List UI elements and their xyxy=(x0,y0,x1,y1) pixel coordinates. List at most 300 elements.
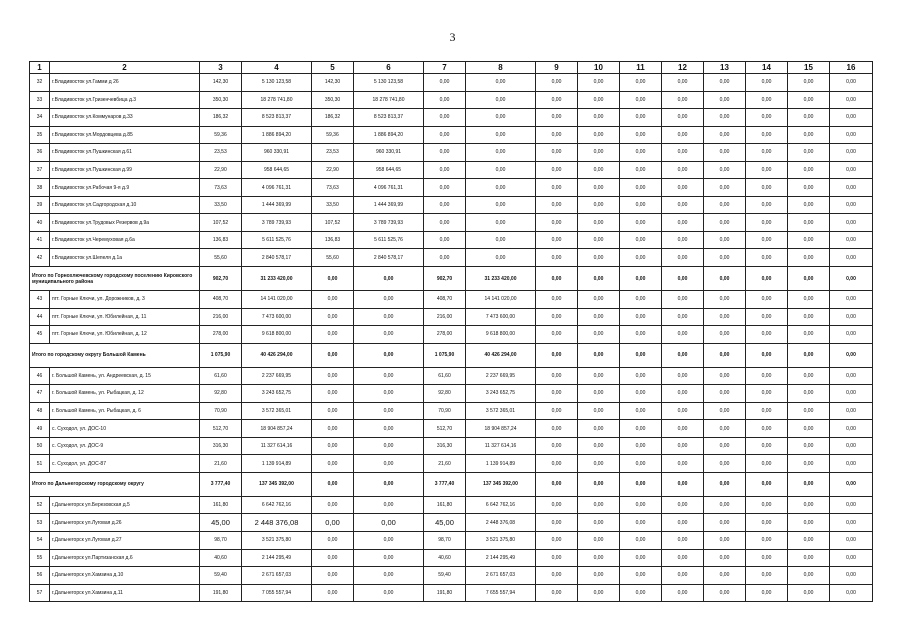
value-cell: 2 448 376,08 xyxy=(242,514,312,532)
value-cell: 3 243 652,75 xyxy=(242,385,312,403)
subtotal-cell: 3 777,40 xyxy=(200,472,242,496)
value-cell: 0,00 xyxy=(536,91,578,109)
value-cell: 0,00 xyxy=(662,420,704,438)
value-cell: 11 327 614,16 xyxy=(242,437,312,455)
subtotal-cell: 0,00 xyxy=(620,472,662,496)
table-row xyxy=(30,437,873,455)
value-cell: 55,60 xyxy=(200,249,242,267)
value-cell: 0,00 xyxy=(788,455,830,473)
value-cell: 0,00 xyxy=(788,584,830,602)
value-cell: 0,00 xyxy=(578,126,620,144)
value-cell: 0,00 xyxy=(578,385,620,403)
value-cell: 4 096 761,31 xyxy=(242,179,312,197)
value-cell: 0,00 xyxy=(466,249,536,267)
value-cell: 0,00 xyxy=(466,126,536,144)
table-row xyxy=(30,532,873,550)
address-cell: г.Владивосток ул.Трудовых Резервов д.9а xyxy=(50,214,200,232)
subtotal-cell: 0,00 xyxy=(704,472,746,496)
value-cell: 1 886 894,20 xyxy=(242,126,312,144)
value-cell: 0,00 xyxy=(746,420,788,438)
value-cell: 9 618 800,00 xyxy=(466,326,536,344)
value-cell: 0,00 xyxy=(536,532,578,550)
value-cell: 0,00 xyxy=(746,532,788,550)
value-cell: 0,00 xyxy=(704,532,746,550)
subtotal-cell: 0,00 xyxy=(354,343,424,367)
value-cell: 0,00 xyxy=(620,231,662,249)
value-cell: 0,00 xyxy=(788,514,830,532)
value-cell: 142,30 xyxy=(312,74,354,92)
value-cell: 0,00 xyxy=(662,402,704,420)
value-cell: 107,52 xyxy=(312,214,354,232)
table-row xyxy=(30,567,873,585)
column-header: 5 xyxy=(312,62,354,74)
value-cell: 0,00 xyxy=(704,179,746,197)
value-cell: 0,00 xyxy=(788,214,830,232)
value-cell: 23,53 xyxy=(200,144,242,162)
table-header-row xyxy=(30,62,873,74)
subtotal-cell: 0,00 xyxy=(536,267,578,291)
value-cell: 0,00 xyxy=(830,420,873,438)
value-cell: 0,00 xyxy=(830,567,873,585)
value-cell: 0,00 xyxy=(424,196,466,214)
value-cell: 0,00 xyxy=(578,367,620,385)
value-cell: 3 521 375,80 xyxy=(242,532,312,550)
value-cell: 0,00 xyxy=(578,437,620,455)
value-cell: 3 521 375,80 xyxy=(466,532,536,550)
value-cell: 0,00 xyxy=(788,567,830,585)
value-cell: 0,00 xyxy=(704,402,746,420)
value-cell: 0,00 xyxy=(788,249,830,267)
value-cell: 0,00 xyxy=(536,196,578,214)
value-cell: 0,00 xyxy=(620,126,662,144)
value-cell: 0,00 xyxy=(830,249,873,267)
value-cell: 0,00 xyxy=(662,126,704,144)
row-number: 38 xyxy=(30,179,50,197)
subtotal-cell: 137 345 392,00 xyxy=(466,472,536,496)
table-row xyxy=(30,367,873,385)
value-cell: 0,00 xyxy=(788,549,830,567)
value-cell: 0,00 xyxy=(620,549,662,567)
value-cell: 0,00 xyxy=(746,179,788,197)
value-cell: 1 886 894,20 xyxy=(354,126,424,144)
column-header: 16 xyxy=(830,62,873,74)
table-row xyxy=(30,179,873,197)
value-cell: 2 671 657,03 xyxy=(466,567,536,585)
value-cell: 0,00 xyxy=(312,437,354,455)
subtotal-row xyxy=(30,343,873,367)
value-cell: 0,00 xyxy=(704,291,746,309)
value-cell: 0,00 xyxy=(354,496,424,514)
value-cell: 0,00 xyxy=(788,420,830,438)
value-cell: 0,00 xyxy=(662,91,704,109)
value-cell: 0,00 xyxy=(578,402,620,420)
address-cell: г.Владивосток ул.Пушкинская д.61 xyxy=(50,144,200,162)
row-number: 35 xyxy=(30,126,50,144)
row-number: 39 xyxy=(30,196,50,214)
value-cell: 0,00 xyxy=(424,161,466,179)
value-cell: 0,00 xyxy=(788,231,830,249)
value-cell: 73,63 xyxy=(312,179,354,197)
subtotal-cell: 0,00 xyxy=(578,267,620,291)
value-cell: 33,50 xyxy=(200,196,242,214)
address-cell: г.Дальнегорск ул.Луговая д.27 xyxy=(50,532,200,550)
table-row xyxy=(30,144,873,162)
row-number: 51 xyxy=(30,455,50,473)
value-cell: 0,00 xyxy=(312,367,354,385)
value-cell: 5 611 525,76 xyxy=(354,231,424,249)
value-cell: 0,00 xyxy=(578,420,620,438)
value-cell: 3 789 739,93 xyxy=(354,214,424,232)
value-cell: 2 237 669,95 xyxy=(242,367,312,385)
subtotal-cell: 902,70 xyxy=(200,267,242,291)
value-cell: 0,00 xyxy=(788,326,830,344)
value-cell: 136,83 xyxy=(200,231,242,249)
row-number: 37 xyxy=(30,161,50,179)
subtotal-cell: 0,00 xyxy=(662,472,704,496)
value-cell: 0,00 xyxy=(578,231,620,249)
row-number: 55 xyxy=(30,549,50,567)
value-cell: 0,00 xyxy=(704,326,746,344)
value-cell: 0,00 xyxy=(620,291,662,309)
value-cell: 40,60 xyxy=(424,549,466,567)
value-cell: 0,00 xyxy=(746,385,788,403)
value-cell: 0,00 xyxy=(578,496,620,514)
value-cell: 0,00 xyxy=(704,214,746,232)
address-cell: г.Дальнегорск ул.Хамзина д.11 xyxy=(50,584,200,602)
value-cell: 2 448 376,08 xyxy=(466,514,536,532)
value-cell: 1 139 914,89 xyxy=(242,455,312,473)
data-table xyxy=(29,61,873,602)
value-cell: 0,00 xyxy=(620,179,662,197)
value-cell: 0,00 xyxy=(830,367,873,385)
value-cell: 18 904 857,24 xyxy=(466,420,536,438)
value-cell: 5 130 123,58 xyxy=(354,74,424,92)
subtotal-cell: 0,00 xyxy=(662,343,704,367)
value-cell: 0,00 xyxy=(788,109,830,127)
value-cell: 0,00 xyxy=(788,161,830,179)
value-cell: 0,00 xyxy=(704,249,746,267)
value-cell: 0,00 xyxy=(354,385,424,403)
value-cell: 70,90 xyxy=(200,402,242,420)
value-cell: 0,00 xyxy=(830,584,873,602)
value-cell: 0,00 xyxy=(662,567,704,585)
subtotal-cell: 0,00 xyxy=(788,267,830,291)
value-cell: 0,00 xyxy=(620,144,662,162)
address-cell: г.Владивосток ул.Пушкинская д.99 xyxy=(50,161,200,179)
table-row xyxy=(30,109,873,127)
value-cell: 0,00 xyxy=(536,144,578,162)
value-cell: 0,00 xyxy=(788,74,830,92)
value-cell: 0,00 xyxy=(354,567,424,585)
value-cell: 0,00 xyxy=(620,437,662,455)
value-cell: 2 144 295,49 xyxy=(466,549,536,567)
subtotal-cell: 40 426 294,00 xyxy=(242,343,312,367)
row-number: 43 xyxy=(30,291,50,309)
value-cell: 0,00 xyxy=(830,308,873,326)
value-cell: 0,00 xyxy=(662,214,704,232)
value-cell: 0,00 xyxy=(620,420,662,438)
value-cell: 0,00 xyxy=(830,532,873,550)
value-cell: 0,00 xyxy=(746,514,788,532)
column-header: 7 xyxy=(424,62,466,74)
value-cell: 0,00 xyxy=(312,385,354,403)
value-cell: 9 618 800,00 xyxy=(242,326,312,344)
value-cell: 40,60 xyxy=(200,549,242,567)
value-cell: 61,60 xyxy=(200,367,242,385)
value-cell: 0,00 xyxy=(830,291,873,309)
page-number: 3 xyxy=(449,30,456,44)
value-cell: 21,60 xyxy=(424,455,466,473)
table-row xyxy=(30,326,873,344)
row-number: 57 xyxy=(30,584,50,602)
table-row xyxy=(30,291,873,309)
table-row xyxy=(30,74,873,92)
value-cell: 0,00 xyxy=(424,74,466,92)
value-cell: 22,90 xyxy=(312,161,354,179)
value-cell: 0,00 xyxy=(662,437,704,455)
row-number: 49 xyxy=(30,420,50,438)
value-cell: 0,00 xyxy=(536,214,578,232)
value-cell: 0,00 xyxy=(620,514,662,532)
value-cell: 0,00 xyxy=(746,455,788,473)
value-cell: 0,00 xyxy=(578,584,620,602)
value-cell: 0,00 xyxy=(830,549,873,567)
address-cell: г. Большой Камень, ул. Рыбацкая, д. 6 xyxy=(50,402,200,420)
value-cell: 0,00 xyxy=(536,291,578,309)
value-cell: 278,00 xyxy=(424,326,466,344)
value-cell: 3 572 365,01 xyxy=(466,402,536,420)
address-cell: г.Владивосток ул.Гамми д 26 xyxy=(50,74,200,92)
column-header: 12 xyxy=(662,62,704,74)
value-cell: 0,00 xyxy=(662,179,704,197)
value-cell: 0,00 xyxy=(788,308,830,326)
address-cell: г.Владивосток ул.Черемуховая д.6а xyxy=(50,231,200,249)
table-row xyxy=(30,402,873,420)
subtotal-cell: 0,00 xyxy=(746,267,788,291)
value-cell: 0,00 xyxy=(704,514,746,532)
value-cell: 0,00 xyxy=(536,308,578,326)
address-cell: г.Владивосток ул.Садгородская д.10 xyxy=(50,196,200,214)
value-cell: 0,00 xyxy=(536,161,578,179)
address-cell: г.Владивосток ул.Гризенчевбица д.3 xyxy=(50,91,200,109)
value-cell: 7 473 600,00 xyxy=(466,308,536,326)
table-row xyxy=(30,231,873,249)
value-cell: 18 904 857,24 xyxy=(242,420,312,438)
value-cell: 0,00 xyxy=(830,196,873,214)
value-cell: 5 611 525,76 xyxy=(242,231,312,249)
column-header: 11 xyxy=(620,62,662,74)
row-number: 34 xyxy=(30,109,50,127)
row-number: 40 xyxy=(30,214,50,232)
value-cell: 0,00 xyxy=(536,179,578,197)
row-number: 53 xyxy=(30,514,50,532)
value-cell: 161,80 xyxy=(424,496,466,514)
value-cell: 0,00 xyxy=(830,144,873,162)
row-number: 45 xyxy=(30,326,50,344)
value-cell: 1 139 914,89 xyxy=(466,455,536,473)
value-cell: 0,00 xyxy=(746,109,788,127)
value-cell: 142,30 xyxy=(200,74,242,92)
column-header: 2 xyxy=(50,62,200,74)
value-cell: 61,60 xyxy=(424,367,466,385)
value-cell: 0,00 xyxy=(788,367,830,385)
value-cell: 0,00 xyxy=(620,214,662,232)
value-cell: 191,80 xyxy=(200,584,242,602)
subtotal-cell: 0,00 xyxy=(312,267,354,291)
address-cell: г.Владивосток ул.Мордовцева д.85 xyxy=(50,126,200,144)
subtotal-cell: 0,00 xyxy=(312,343,354,367)
address-cell: г.Владивосток ул.Рабочая 9-я д.9 xyxy=(50,179,200,197)
value-cell: 0,00 xyxy=(788,291,830,309)
subtotal-cell: 0,00 xyxy=(788,472,830,496)
value-cell: 0,00 xyxy=(662,144,704,162)
value-cell: 0,00 xyxy=(536,249,578,267)
address-cell: г.Дальнегорск ул.Партизанская д.6 xyxy=(50,549,200,567)
table-row xyxy=(30,91,873,109)
value-cell: 59,40 xyxy=(200,567,242,585)
value-cell: 0,00 xyxy=(746,326,788,344)
value-cell: 0,00 xyxy=(704,420,746,438)
value-cell: 191,80 xyxy=(424,584,466,602)
value-cell: 0,00 xyxy=(662,231,704,249)
row-number: 46 xyxy=(30,367,50,385)
value-cell: 0,00 xyxy=(424,214,466,232)
row-number: 56 xyxy=(30,567,50,585)
value-cell: 0,00 xyxy=(788,144,830,162)
address-cell: г.Владивосток ул.Коммунаров д.33 xyxy=(50,109,200,127)
value-cell: 2 840 578,17 xyxy=(354,249,424,267)
value-cell: 0,00 xyxy=(536,74,578,92)
value-cell: 0,00 xyxy=(746,549,788,567)
value-cell: 98,70 xyxy=(424,532,466,550)
value-cell: 958 644,65 xyxy=(354,161,424,179)
value-cell: 0,00 xyxy=(704,308,746,326)
value-cell: 0,00 xyxy=(830,161,873,179)
value-cell: 0,00 xyxy=(830,109,873,127)
value-cell: 0,00 xyxy=(536,385,578,403)
row-number: 47 xyxy=(30,385,50,403)
value-cell: 0,00 xyxy=(662,196,704,214)
value-cell: 0,00 xyxy=(620,196,662,214)
value-cell: 0,00 xyxy=(746,196,788,214)
value-cell: 0,00 xyxy=(662,249,704,267)
value-cell: 0,00 xyxy=(424,126,466,144)
value-cell: 0,00 xyxy=(536,584,578,602)
value-cell: 0,00 xyxy=(424,144,466,162)
value-cell: 0,00 xyxy=(788,179,830,197)
value-cell: 0,00 xyxy=(620,402,662,420)
table-row xyxy=(30,214,873,232)
row-number: 50 xyxy=(30,437,50,455)
value-cell: 0,00 xyxy=(704,126,746,144)
value-cell: 0,00 xyxy=(830,214,873,232)
value-cell: 316,30 xyxy=(424,437,466,455)
value-cell: 408,70 xyxy=(200,291,242,309)
value-cell: 0,00 xyxy=(788,91,830,109)
value-cell: 0,00 xyxy=(424,231,466,249)
value-cell: 0,00 xyxy=(620,74,662,92)
value-cell: 0,00 xyxy=(746,249,788,267)
value-cell: 0,00 xyxy=(312,567,354,585)
value-cell: 0,00 xyxy=(354,291,424,309)
value-cell: 0,00 xyxy=(466,231,536,249)
value-cell: 0,00 xyxy=(536,496,578,514)
value-cell: 0,00 xyxy=(662,161,704,179)
value-cell: 350,30 xyxy=(312,91,354,109)
subtotal-cell: 0,00 xyxy=(578,472,620,496)
address-cell: г.Владивосток ул.Шепеля д.1а xyxy=(50,249,200,267)
subtotal-cell: 0,00 xyxy=(830,343,873,367)
value-cell: 2 237 669,95 xyxy=(466,367,536,385)
value-cell: 3 572 365,01 xyxy=(242,402,312,420)
value-cell: 0,00 xyxy=(578,144,620,162)
value-cell: 960 330,91 xyxy=(354,144,424,162)
column-header: 1 xyxy=(30,62,50,74)
value-cell: 0,00 xyxy=(578,308,620,326)
value-cell: 0,00 xyxy=(578,196,620,214)
row-number: 48 xyxy=(30,402,50,420)
value-cell: 0,00 xyxy=(746,214,788,232)
address-cell: г. Большой Камень, ул. Рыбацкая, д. 12 xyxy=(50,385,200,403)
value-cell: 0,00 xyxy=(466,214,536,232)
value-cell: 0,00 xyxy=(466,196,536,214)
value-cell: 0,00 xyxy=(830,74,873,92)
value-cell: 0,00 xyxy=(466,144,536,162)
value-cell: 2 840 578,17 xyxy=(242,249,312,267)
subtotal-cell: 0,00 xyxy=(312,472,354,496)
value-cell: 0,00 xyxy=(578,161,620,179)
subtotal-cell: 137 345 392,00 xyxy=(242,472,312,496)
value-cell: 216,00 xyxy=(200,308,242,326)
value-cell: 0,00 xyxy=(354,549,424,567)
address-cell: г.Дальнегорск ул.Луговая д.26 xyxy=(50,514,200,532)
value-cell: 0,00 xyxy=(620,91,662,109)
value-cell: 0,00 xyxy=(354,308,424,326)
value-cell: 0,00 xyxy=(354,326,424,344)
value-cell: 0,00 xyxy=(536,420,578,438)
row-number: 42 xyxy=(30,249,50,267)
value-cell: 960 330,91 xyxy=(242,144,312,162)
subtotal-cell: 40 426 294,00 xyxy=(466,343,536,367)
value-cell: 0,00 xyxy=(620,385,662,403)
value-cell: 0,00 xyxy=(620,567,662,585)
value-cell: 7 473 600,00 xyxy=(242,308,312,326)
value-cell: 0,00 xyxy=(620,584,662,602)
value-cell: 0,00 xyxy=(354,402,424,420)
value-cell: 0,00 xyxy=(536,402,578,420)
address-cell: г.Дальнегорск ул.Хамзина д.10 xyxy=(50,567,200,585)
subtotal-cell: 0,00 xyxy=(620,343,662,367)
value-cell: 1 444 369,99 xyxy=(242,196,312,214)
value-cell: 0,00 xyxy=(704,584,746,602)
subtotal-row xyxy=(30,267,873,291)
value-cell: 0,00 xyxy=(620,367,662,385)
value-cell: 0,00 xyxy=(704,367,746,385)
value-cell: 350,30 xyxy=(200,91,242,109)
value-cell: 0,00 xyxy=(662,74,704,92)
value-cell: 18 278 741,80 xyxy=(242,91,312,109)
value-cell: 6 642 762,16 xyxy=(466,496,536,514)
value-cell: 14 141 020,00 xyxy=(466,291,536,309)
value-cell: 2 671 657,03 xyxy=(242,567,312,585)
value-cell: 0,00 xyxy=(312,549,354,567)
table-row xyxy=(30,161,873,179)
table-row xyxy=(30,455,873,473)
value-cell: 0,00 xyxy=(536,326,578,344)
value-cell: 958 644,65 xyxy=(242,161,312,179)
value-cell: 0,00 xyxy=(578,455,620,473)
value-cell: 45,00 xyxy=(200,514,242,532)
